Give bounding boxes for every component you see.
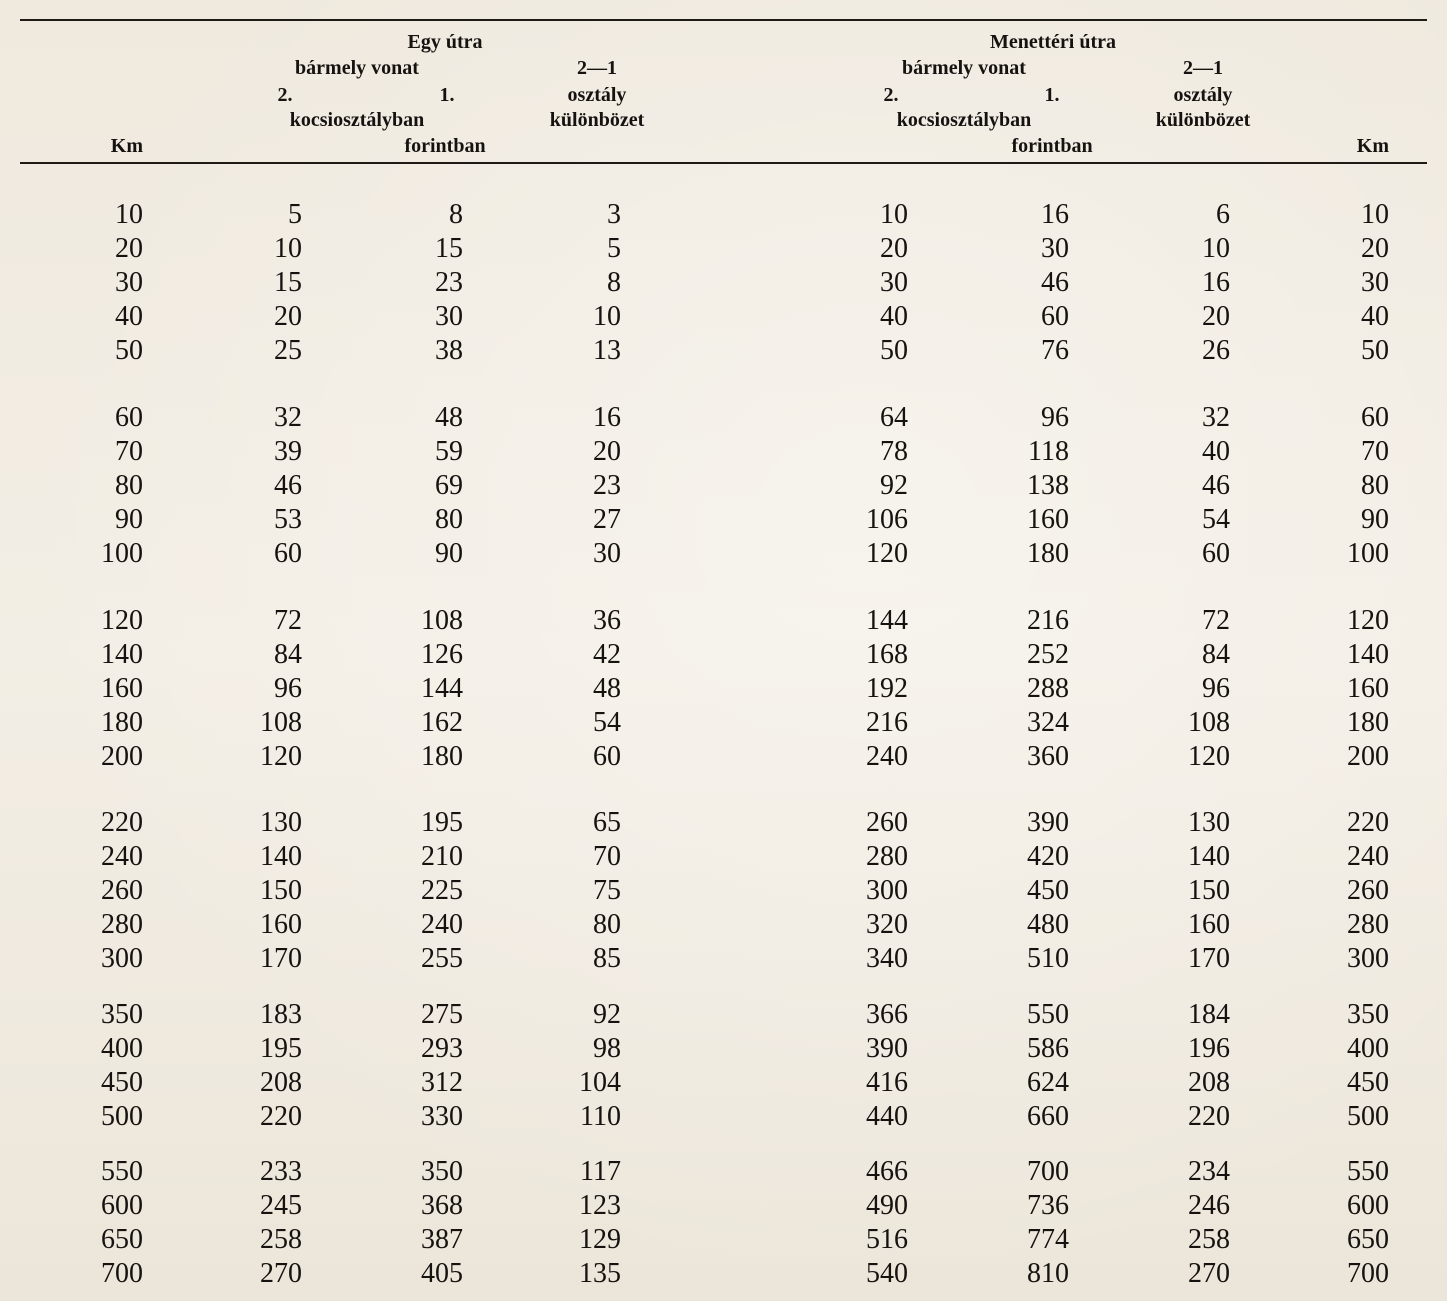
cell-km-right: 160 (1347, 672, 1389, 704)
cell-round-trip-class2: 20 (880, 232, 908, 264)
cell-km: 80 (115, 469, 143, 501)
cell-km-right: 70 (1361, 435, 1389, 467)
cell-one-way-class1: 59 (435, 435, 463, 467)
cell-round-trip-diff: 96 (1202, 672, 1230, 704)
cell-one-way-class1: 405 (421, 1257, 463, 1289)
cell-km-right: 600 (1347, 1189, 1389, 1221)
cell-one-way-class1: 126 (421, 638, 463, 670)
cell-round-trip-class2: 280 (866, 840, 908, 872)
cell-km-right: 200 (1347, 740, 1389, 772)
header-round-trip-currency: forintban (1011, 135, 1093, 157)
cell-round-trip-class1: 76 (1041, 334, 1069, 366)
header-round-trip-wagon-class: kocsiosztályban (896, 109, 1032, 131)
cell-one-way-diff: 42 (593, 638, 621, 670)
cell-one-way-class1: 312 (421, 1066, 463, 1098)
cell-km-right: 260 (1347, 874, 1389, 906)
header-round-trip-class2: 2. (883, 84, 899, 106)
header-round-trip-diff-mid: osztály (1173, 84, 1233, 106)
cell-one-way-diff: 65 (593, 807, 621, 838)
header-one-way-diff-mid: osztály (567, 84, 627, 106)
cell-round-trip-diff: 140 (1188, 840, 1230, 872)
cell-round-trip-class2: 106 (866, 503, 908, 535)
cell-one-way-class1: 15 (435, 232, 463, 264)
cell-round-trip-class2: 30 (880, 266, 908, 298)
cell-km: 60 (115, 402, 143, 433)
cell-one-way-class1: 48 (435, 402, 463, 433)
cell-one-way-class2: 10 (274, 232, 302, 264)
table-row (0, 1032, 1447, 1066)
cell-round-trip-class2: 168 (866, 638, 908, 670)
header-round-trip-class1: 1. (1044, 84, 1060, 106)
cell-round-trip-class2: 440 (866, 1100, 908, 1132)
cell-km: 160 (101, 672, 143, 704)
cell-round-trip-class1: 450 (1027, 874, 1069, 906)
cell-round-trip-diff: 258 (1188, 1223, 1230, 1255)
cell-round-trip-class1: 30 (1041, 232, 1069, 264)
cell-round-trip-diff: 60 (1202, 537, 1230, 569)
cell-round-trip-class1: 774 (1027, 1223, 1069, 1255)
cell-round-trip-class2: 390 (866, 1032, 908, 1064)
cell-one-way-class2: 183 (260, 999, 302, 1030)
cell-round-trip-diff: 40 (1202, 435, 1230, 467)
cell-km-right: 60 (1361, 402, 1389, 433)
cell-km: 140 (101, 638, 143, 670)
cell-round-trip-class1: 180 (1027, 537, 1069, 569)
header-km-right: Km (1356, 135, 1389, 157)
cell-round-trip-diff: 184 (1188, 999, 1230, 1030)
cell-round-trip-class1: 252 (1027, 638, 1069, 670)
cell-km-right: 20 (1361, 232, 1389, 264)
cell-km: 500 (101, 1100, 143, 1132)
table-row (0, 1189, 1447, 1223)
cell-km-right: 50 (1361, 334, 1389, 366)
cell-round-trip-class1: 810 (1027, 1257, 1069, 1289)
cell-km-right: 700 (1347, 1257, 1389, 1289)
cell-km: 280 (101, 908, 143, 940)
table-row (0, 266, 1447, 300)
table-row (0, 998, 1447, 1032)
cell-one-way-diff: 75 (593, 874, 621, 906)
cell-one-way-class1: 210 (421, 840, 463, 872)
cell-km: 90 (115, 503, 143, 535)
cell-one-way-class2: 108 (260, 706, 302, 738)
cell-round-trip-diff: 26 (1202, 334, 1230, 366)
cell-one-way-diff: 70 (593, 840, 621, 872)
cell-round-trip-class1: 118 (1028, 435, 1069, 467)
cell-round-trip-diff: 32 (1202, 402, 1230, 433)
table-row (0, 672, 1447, 706)
table-row (0, 806, 1447, 840)
header-one-way-title: Egy útra (407, 31, 483, 53)
cell-one-way-class2: 53 (274, 503, 302, 535)
header-km-left: Km (110, 135, 143, 157)
cell-one-way-class2: 96 (274, 672, 302, 704)
cell-one-way-diff: 10 (593, 300, 621, 332)
cell-km-right: 10 (1361, 199, 1389, 230)
cell-round-trip-diff: 246 (1188, 1189, 1230, 1221)
cell-round-trip-class2: 78 (880, 435, 908, 467)
cell-km: 20 (115, 232, 143, 264)
cell-round-trip-class2: 320 (866, 908, 908, 940)
cell-one-way-class1: 90 (435, 537, 463, 569)
cell-round-trip-diff: 270 (1188, 1257, 1230, 1289)
header-one-way-wagon-class: kocsiosztályban (289, 109, 425, 131)
cell-km-right: 350 (1347, 999, 1389, 1030)
cell-round-trip-diff: 196 (1188, 1032, 1230, 1064)
cell-km: 100 (101, 537, 143, 569)
cell-one-way-class1: 275 (421, 999, 463, 1030)
cell-round-trip-diff: 108 (1188, 706, 1230, 738)
cell-round-trip-class1: 160 (1027, 503, 1069, 535)
cell-round-trip-class2: 50 (880, 334, 908, 366)
header-round-trip-diff-top: 2—1 (1183, 57, 1223, 79)
cell-round-trip-class1: 624 (1027, 1066, 1069, 1098)
cell-round-trip-class2: 490 (866, 1189, 908, 1221)
cell-round-trip-diff: 150 (1188, 874, 1230, 906)
cell-one-way-class2: 208 (260, 1066, 302, 1098)
cell-km: 260 (101, 874, 143, 906)
cell-one-way-class2: 258 (260, 1223, 302, 1255)
cell-one-way-diff: 104 (579, 1066, 621, 1098)
cell-one-way-diff: 23 (593, 469, 621, 501)
cell-one-way-diff: 135 (579, 1257, 621, 1289)
cell-one-way-class1: 23 (435, 266, 463, 298)
cell-round-trip-class1: 138 (1027, 469, 1069, 501)
cell-round-trip-class2: 40 (880, 300, 908, 332)
cell-one-way-diff: 8 (607, 266, 621, 298)
cell-one-way-class2: 25 (274, 334, 302, 366)
cell-round-trip-class1: 360 (1027, 740, 1069, 772)
header-one-way-currency: forintban (404, 135, 486, 157)
table-row (0, 401, 1447, 435)
cell-km: 120 (101, 605, 143, 636)
cell-km: 700 (101, 1257, 143, 1289)
cell-km: 50 (115, 334, 143, 366)
cell-round-trip-class2: 240 (866, 740, 908, 772)
cell-one-way-class1: 350 (421, 1156, 463, 1187)
cell-km-right: 40 (1361, 300, 1389, 332)
cell-round-trip-class1: 216 (1027, 605, 1069, 636)
header-bottom-rule (20, 162, 1427, 164)
cell-round-trip-diff: 54 (1202, 503, 1230, 535)
cell-one-way-diff: 3 (607, 199, 621, 230)
cell-km: 350 (101, 999, 143, 1030)
table-row (0, 1223, 1447, 1257)
cell-km-right: 550 (1347, 1156, 1389, 1187)
cell-one-way-class1: 180 (421, 740, 463, 772)
cell-one-way-class1: 80 (435, 503, 463, 535)
cell-km-right: 280 (1347, 908, 1389, 940)
cell-km: 70 (115, 435, 143, 467)
cell-round-trip-class1: 586 (1027, 1032, 1069, 1064)
cell-one-way-diff: 129 (579, 1223, 621, 1255)
cell-one-way-class2: 195 (260, 1032, 302, 1064)
cell-one-way-class2: 160 (260, 908, 302, 940)
cell-km-right: 400 (1347, 1032, 1389, 1064)
header-one-way-class1: 1. (439, 84, 455, 106)
cell-round-trip-class2: 260 (866, 807, 908, 838)
cell-km-right: 120 (1347, 605, 1389, 636)
header-round-trip-any-train: bármely vonat (902, 57, 1026, 79)
cell-one-way-class1: 8 (449, 199, 463, 230)
cell-one-way-class1: 38 (435, 334, 463, 366)
cell-one-way-class1: 225 (421, 874, 463, 906)
cell-one-way-class2: 84 (274, 638, 302, 670)
cell-one-way-class1: 69 (435, 469, 463, 501)
cell-km-right: 240 (1347, 840, 1389, 872)
cell-round-trip-class1: 510 (1027, 942, 1069, 974)
cell-round-trip-diff: 46 (1202, 469, 1230, 501)
table-row (0, 1066, 1447, 1100)
table-row (0, 435, 1447, 469)
cell-one-way-class2: 220 (260, 1100, 302, 1132)
cell-one-way-class2: 233 (260, 1156, 302, 1187)
cell-round-trip-class2: 120 (866, 537, 908, 569)
cell-km: 40 (115, 300, 143, 332)
cell-km-right: 30 (1361, 266, 1389, 298)
cell-one-way-class1: 240 (421, 908, 463, 940)
cell-one-way-class2: 140 (260, 840, 302, 872)
cell-km-right: 90 (1361, 503, 1389, 535)
cell-one-way-class2: 72 (274, 605, 302, 636)
cell-one-way-class2: 130 (260, 807, 302, 838)
cell-round-trip-class1: 60 (1041, 300, 1069, 332)
cell-one-way-class2: 60 (274, 537, 302, 569)
cell-round-trip-class2: 92 (880, 469, 908, 501)
cell-round-trip-class1: 16 (1041, 199, 1069, 230)
table-top-rule (20, 19, 1427, 21)
cell-km: 550 (101, 1156, 143, 1187)
cell-km: 200 (101, 740, 143, 772)
cell-km-right: 450 (1347, 1066, 1389, 1098)
table-row (0, 908, 1447, 942)
cell-round-trip-class1: 390 (1027, 807, 1069, 838)
cell-one-way-diff: 80 (593, 908, 621, 940)
cell-one-way-class1: 255 (421, 942, 463, 974)
table-row (0, 1257, 1447, 1291)
cell-round-trip-class2: 366 (866, 999, 908, 1030)
cell-one-way-class1: 330 (421, 1100, 463, 1132)
table-row (0, 198, 1447, 232)
table-row (0, 503, 1447, 537)
cell-round-trip-class2: 10 (880, 199, 908, 230)
cell-round-trip-class2: 340 (866, 942, 908, 974)
cell-round-trip-class1: 700 (1027, 1156, 1069, 1187)
cell-km-right: 220 (1347, 807, 1389, 838)
cell-round-trip-class1: 660 (1027, 1100, 1069, 1132)
cell-one-way-class2: 46 (274, 469, 302, 501)
cell-round-trip-diff: 72 (1202, 605, 1230, 636)
cell-round-trip-diff: 10 (1202, 232, 1230, 264)
cell-one-way-diff: 5 (607, 232, 621, 264)
cell-one-way-class1: 162 (421, 706, 463, 738)
cell-round-trip-diff: 234 (1188, 1156, 1230, 1187)
cell-km-right: 80 (1361, 469, 1389, 501)
cell-one-way-class2: 270 (260, 1257, 302, 1289)
cell-one-way-class1: 195 (421, 807, 463, 838)
cell-one-way-diff: 60 (593, 740, 621, 772)
cell-round-trip-class1: 324 (1027, 706, 1069, 738)
cell-one-way-class1: 108 (421, 605, 463, 636)
cell-round-trip-class1: 96 (1041, 402, 1069, 433)
header-round-trip-diff-bottom: különbözet (1155, 109, 1251, 131)
header-one-way-any-train: bármely vonat (295, 57, 419, 79)
table-row (0, 334, 1447, 368)
cell-round-trip-class2: 300 (866, 874, 908, 906)
cell-round-trip-class2: 192 (866, 672, 908, 704)
cell-one-way-class2: 32 (274, 402, 302, 433)
cell-one-way-class1: 293 (421, 1032, 463, 1064)
cell-one-way-class1: 30 (435, 300, 463, 332)
cell-round-trip-diff: 208 (1188, 1066, 1230, 1098)
cell-one-way-diff: 117 (580, 1156, 621, 1187)
cell-round-trip-class1: 420 (1027, 840, 1069, 872)
cell-round-trip-class2: 144 (866, 605, 908, 636)
table-row (0, 706, 1447, 740)
cell-one-way-class2: 20 (274, 300, 302, 332)
cell-one-way-class2: 15 (274, 266, 302, 298)
cell-km: 600 (101, 1189, 143, 1221)
cell-one-way-class2: 39 (274, 435, 302, 467)
cell-round-trip-class2: 466 (866, 1156, 908, 1187)
cell-round-trip-diff: 170 (1188, 942, 1230, 974)
cell-one-way-class2: 120 (260, 740, 302, 772)
cell-one-way-class2: 170 (260, 942, 302, 974)
cell-one-way-diff: 20 (593, 435, 621, 467)
cell-one-way-diff: 30 (593, 537, 621, 569)
cell-one-way-class2: 150 (260, 874, 302, 906)
table-row (0, 469, 1447, 503)
cell-one-way-class2: 245 (260, 1189, 302, 1221)
cell-round-trip-diff: 20 (1202, 300, 1230, 332)
cell-one-way-class1: 368 (421, 1189, 463, 1221)
cell-one-way-diff: 48 (593, 672, 621, 704)
table-row (0, 1155, 1447, 1189)
cell-one-way-diff: 54 (593, 706, 621, 738)
cell-km: 30 (115, 266, 143, 298)
cell-round-trip-class1: 736 (1027, 1189, 1069, 1221)
cell-one-way-class2: 5 (288, 199, 302, 230)
cell-round-trip-class2: 64 (880, 402, 908, 433)
table-row (0, 638, 1447, 672)
cell-round-trip-diff: 160 (1188, 908, 1230, 940)
cell-round-trip-diff: 130 (1188, 807, 1230, 838)
table-row (0, 232, 1447, 266)
cell-one-way-class1: 144 (421, 672, 463, 704)
cell-km: 10 (115, 199, 143, 230)
cell-one-way-diff: 92 (593, 999, 621, 1030)
table-row (0, 840, 1447, 874)
cell-km-right: 100 (1347, 537, 1389, 569)
cell-round-trip-diff: 84 (1202, 638, 1230, 670)
cell-km-right: 300 (1347, 942, 1389, 974)
cell-round-trip-diff: 120 (1188, 740, 1230, 772)
cell-one-way-diff: 13 (593, 334, 621, 366)
cell-round-trip-diff: 6 (1216, 199, 1230, 230)
header-one-way-diff-top: 2—1 (577, 57, 617, 79)
table-row (0, 300, 1447, 334)
table-row (0, 942, 1447, 976)
cell-one-way-diff: 36 (593, 605, 621, 636)
cell-round-trip-diff: 16 (1202, 266, 1230, 298)
cell-round-trip-class1: 288 (1027, 672, 1069, 704)
table-row (0, 874, 1447, 908)
table-row (0, 604, 1447, 638)
cell-km: 180 (101, 706, 143, 738)
cell-one-way-diff: 16 (593, 402, 621, 433)
cell-round-trip-class2: 216 (866, 706, 908, 738)
cell-km: 300 (101, 942, 143, 974)
header-round-trip-title: Menettéri útra (989, 31, 1117, 53)
cell-round-trip-class1: 46 (1041, 266, 1069, 298)
cell-round-trip-class1: 550 (1027, 999, 1069, 1030)
cell-one-way-diff: 27 (593, 503, 621, 535)
header-one-way-diff-bottom: különbözet (549, 109, 645, 131)
cell-km-right: 500 (1347, 1100, 1389, 1132)
cell-one-way-diff: 98 (593, 1032, 621, 1064)
table-row (0, 537, 1447, 571)
cell-one-way-diff: 110 (580, 1100, 621, 1132)
cell-one-way-class1: 387 (421, 1223, 463, 1255)
cell-one-way-diff: 123 (579, 1189, 621, 1221)
cell-km-right: 140 (1347, 638, 1389, 670)
cell-round-trip-class1: 480 (1027, 908, 1069, 940)
cell-one-way-diff: 85 (593, 942, 621, 974)
cell-km: 450 (101, 1066, 143, 1098)
cell-round-trip-diff: 220 (1188, 1100, 1230, 1132)
cell-round-trip-class2: 516 (866, 1223, 908, 1255)
cell-km: 220 (101, 807, 143, 838)
table-row (0, 740, 1447, 774)
header-one-way-class2: 2. (277, 84, 293, 106)
cell-km: 650 (101, 1223, 143, 1255)
table-row (0, 1100, 1447, 1134)
cell-km-right: 650 (1347, 1223, 1389, 1255)
cell-round-trip-class2: 540 (866, 1257, 908, 1289)
cell-round-trip-class2: 416 (866, 1066, 908, 1098)
cell-km: 240 (101, 840, 143, 872)
cell-km: 400 (101, 1032, 143, 1064)
cell-km-right: 180 (1347, 706, 1389, 738)
